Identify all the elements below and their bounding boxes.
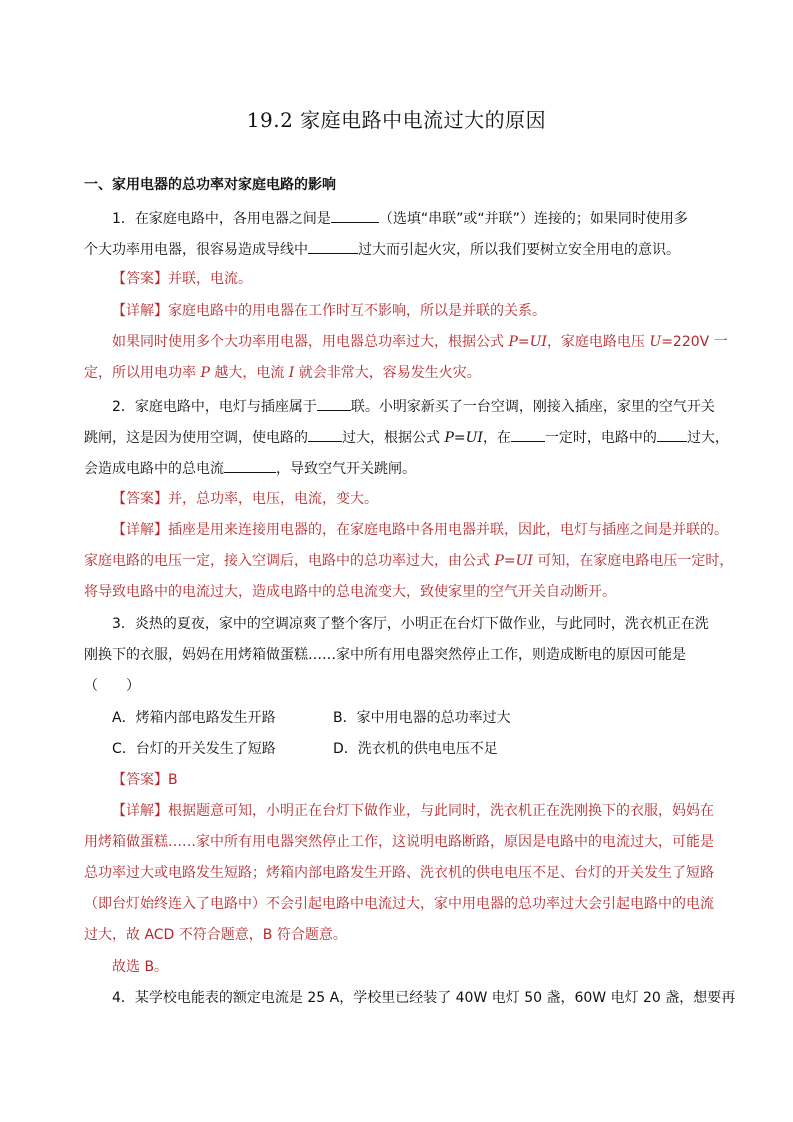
answer-blank — [308, 239, 358, 254]
q3-option-a[interactable]: A．烤箱内部电路发生开路 — [112, 710, 276, 726]
detail-text: 如果同时使用多个大功率用电器，用电器总功率过大，根据公式 — [112, 334, 509, 350]
q1-text: 过大而引起火灾，所以我们要树立安全用电的意识。 — [358, 242, 680, 258]
detail-tag: 【详解】 — [112, 803, 168, 819]
q1-detail-extra-1 — [112, 333, 752, 351]
detail-tag: 【详解】 — [112, 522, 168, 538]
answer-blank — [317, 396, 351, 411]
answer-blank — [224, 458, 276, 473]
q3-detail-line-5: 过大，故 ACD 不符合题意，B 符合题意。 — [84, 927, 347, 943]
q2-text: 联。小明家新买了一台空调，刚接入插座，家里的空气开关 — [350, 399, 715, 415]
q3-detail-line-3: 总功率过大或电路发生短路；烤箱内部电路发生开路、洗衣机的供电电压不足、台灯的开关发生了短路 — [84, 865, 714, 881]
detail-text: 可知，在家庭电路电压一定时， — [532, 553, 734, 569]
q1-text: 1．在家庭电路中，各用电器之间是 — [112, 211, 331, 227]
answer-tag: 【答案】 — [112, 491, 168, 507]
q3-conclusion: 故选 B。 — [112, 959, 169, 975]
q2-text: 过大， — [686, 430, 729, 446]
q2-text: 会造成电路中的总电流 — [84, 461, 224, 477]
q2-text: 一定时，电路中的 — [544, 430, 657, 446]
q1-detail — [112, 302, 752, 320]
q3-option-b[interactable]: B．家中用电器的总功率过大 — [333, 710, 511, 726]
detail-text: 定，所以用电功率 — [84, 365, 201, 381]
answer-blank — [331, 208, 379, 223]
q3-option-d[interactable]: D．洗衣机的供电电压不足 — [333, 741, 498, 757]
detail-text: 越大，电流 — [209, 365, 289, 381]
detail-text: 家庭电路中的用电器在工作时互不影响，所以是并联的关系。 — [168, 303, 546, 319]
q3-stem-line-1: 3．炎热的夏夜，家中的空调凉爽了整个客厅，小明正在台灯下做作业，与此同时，洗衣机正在洗 — [112, 616, 709, 632]
formula: P=UI — [444, 430, 483, 446]
detail-text: ，家庭电路电压 — [546, 334, 650, 350]
q2-text: ，导致空气开关跳闸。 — [276, 461, 416, 477]
answer-blank — [511, 427, 545, 442]
q1-detail-extra-2 — [84, 364, 724, 382]
answer-text: 并联，电流。 — [168, 271, 252, 287]
answer-blank — [308, 427, 342, 442]
answer-blank — [657, 427, 687, 442]
answer-tag: 【答案】 — [112, 772, 168, 788]
q1-text: 个大功率用电器，很容易造成导线中 — [84, 242, 308, 258]
q4-stem-line-1: 4．某学校电能表的额定电流是 25 A，学校里已经装了 40W 电灯 50 盏，60W 电灯 20 盏，想要再 — [112, 990, 736, 1006]
q2-text: ，在 — [482, 430, 511, 446]
symbol: P — [200, 365, 210, 381]
q2-detail-line-1 — [112, 521, 752, 539]
q2-text: 2．家庭电路中，电灯与插座属于 — [112, 399, 317, 415]
detail-text: 家庭电路的电压一定，接入空调后，电路中的总功率过大，由公式 — [84, 553, 495, 569]
formula: P=UI — [508, 334, 547, 350]
q3-detail-line-2: 用烤箱做蛋糕……家中所有用电器突然停止工作，这说明电路断路，原因是电路中的电流过大，可能是 — [84, 834, 714, 850]
q2-detail-line-3: 将导致电路中的电流过大，造成电路中的总电流变大，致使家里的空气开关自动断开。 — [84, 584, 616, 600]
q3-answer-paren: （ ） — [84, 678, 140, 694]
q2-stem-line-1 — [112, 396, 752, 416]
detail-text: 就会非常大，容易发生火灾。 — [294, 365, 481, 381]
q1-stem-line-2 — [84, 239, 724, 259]
q3-option-c[interactable]: C．台灯的开关发生了短路 — [112, 741, 276, 757]
detail-text: 根据题意可知，小明正在台灯下做作业，与此同时，洗衣机正在洗刚换下的衣服，妈妈在 — [168, 803, 714, 819]
q2-answer — [112, 490, 752, 508]
formula: P=UI — [494, 553, 533, 569]
q3-detail-line-1 — [112, 802, 752, 820]
detail-text: 插座是用来连接用电器的，在家庭电路中各用电器并联，因此，电灯与插座之间是并联的。 — [168, 522, 728, 538]
q2-text: 跳闸，这是因为使用空调，使电路的 — [84, 430, 308, 446]
answer-text: B — [168, 772, 178, 788]
answer-text: 并，总功率，电压，电流，变大。 — [168, 491, 378, 507]
symbol: I — [288, 365, 295, 381]
q2-stem-line-3 — [84, 458, 724, 478]
symbol: U — [649, 334, 662, 350]
section-heading: 一、家用电器的总功率对家庭电路的影响 — [84, 177, 336, 193]
q2-detail-line-2 — [84, 552, 734, 570]
detail-tag: 【详解】 — [112, 303, 168, 319]
q1-stem-line-1 — [112, 208, 752, 228]
answer-tag: 【答案】 — [112, 271, 168, 287]
page-title: 19.2 家庭电路中电流过大的原因 — [246, 108, 547, 132]
q2-stem-line-2 — [84, 427, 729, 447]
detail-text: =220V 一 — [661, 334, 728, 350]
q2-text: 过大，根据公式 — [342, 430, 445, 446]
q1-text: （选填“串联”或“并联”）连接的；如果同时使用多 — [378, 211, 688, 227]
q3-stem-line-2: 刚换下的衣服，妈妈在用烤箱做蛋糕……家中所有用电器突然停止工作，则造成断电的原因可能是 — [84, 647, 686, 663]
q1-answer — [112, 270, 752, 288]
q3-detail-line-4: （即台灯始终连入了电路中）不会引起电路中电流过大，家中用电器的总功率过大会引起电路中的电流 — [84, 896, 714, 912]
q3-answer — [112, 771, 752, 789]
